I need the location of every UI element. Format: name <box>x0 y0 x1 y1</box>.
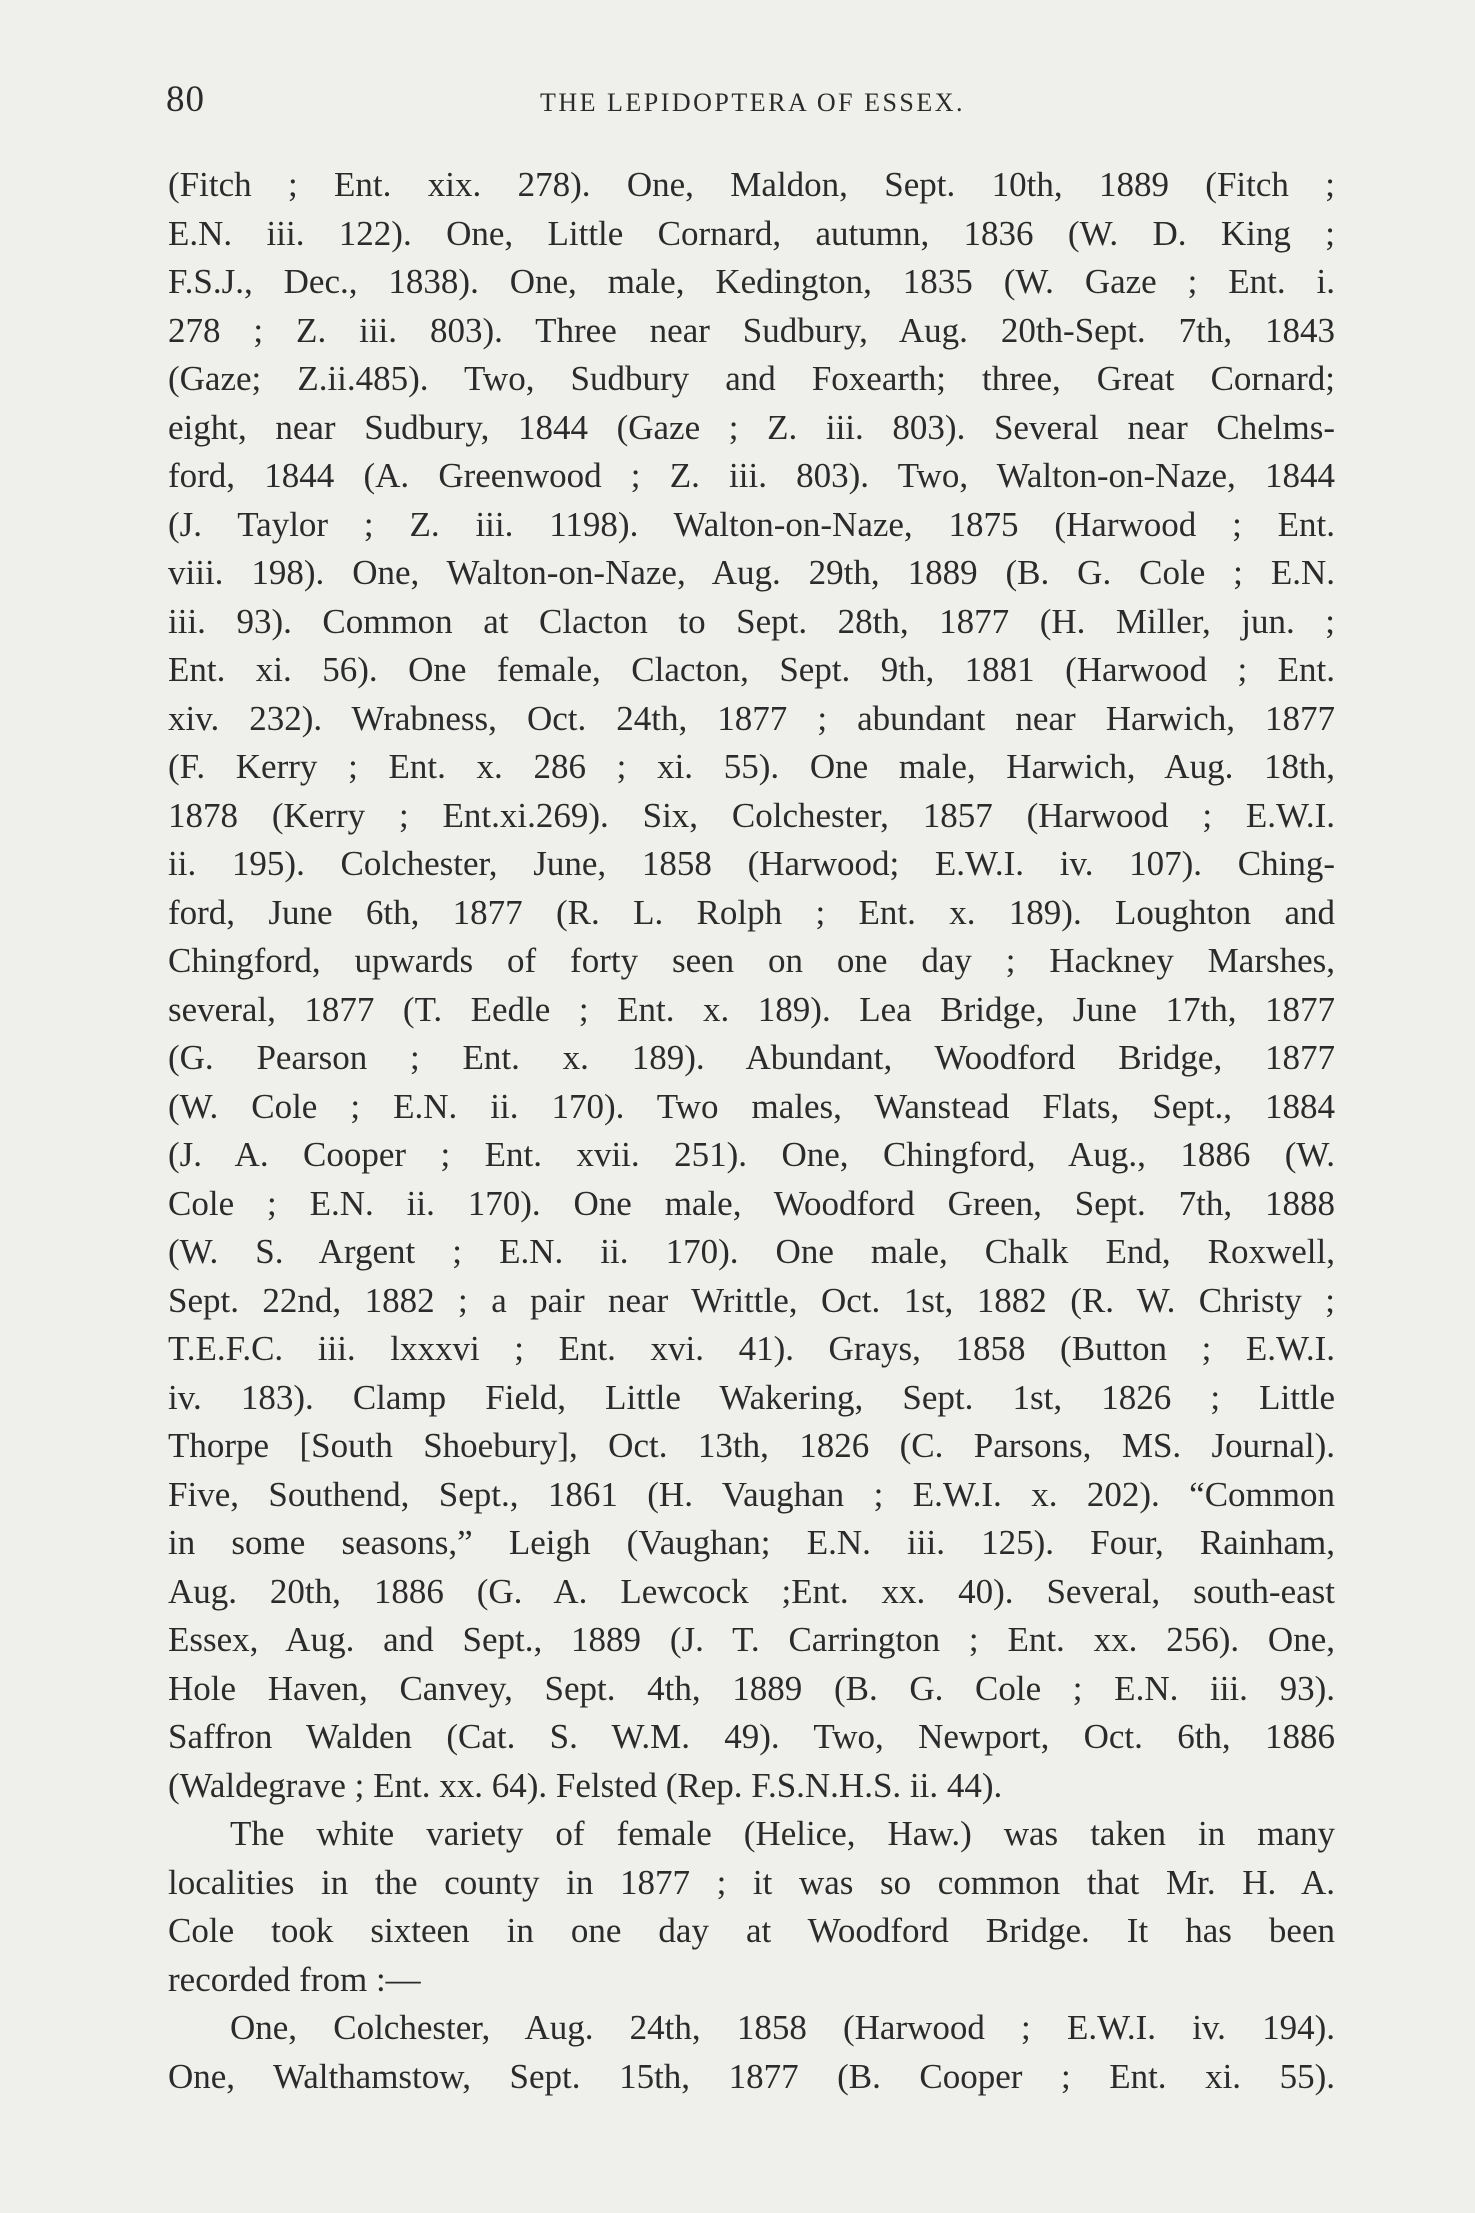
text-line: One, Walthamstow, Sept. 15th, 1877 (B. Cooper ; Ent. xi. 55). <box>168 2056 1335 2096</box>
text-line: (G. Pearson ; Ent. x. 189). Abundant, Woodford Bridge, 1877 <box>168 1038 1335 1077</box>
text-line: One, Colchester, Aug. 24th, 1858 (Harwood ; E.W.I. iv. 194). <box>230 2008 1335 2047</box>
text-line: Thorpe [South Shoebury], Oct. 13th, 1826 (C. Parsons, MS. Journal). <box>168 1426 1335 1465</box>
text-line: E.N. iii. 122). One, Little Cornard, autumn, 1836 (W. D. King ; <box>168 213 1335 253</box>
text-line: 278 ; Z. iii. 803). Three near Sudbury, Aug. 20th-Sept. 7th, 1843 <box>168 310 1335 350</box>
text-line: (Gaze; Z.ii.485). Two, Sudbury and Foxearth; three, Great Cornard; <box>168 359 1335 398</box>
text-line: Essex, Aug. and Sept., 1889 (J. T. Carrington ; Ent. xx. 256). One, <box>168 1620 1335 1659</box>
text-line: Five, Southend, Sept., 1861 (H. Vaughan ; E.W.I. x. 202). “Common <box>168 1474 1335 1514</box>
text-line: (F. Kerry ; Ent. x. 286 ; xi. 55). One male, Harwich, Aug. 18th, <box>168 747 1335 786</box>
text-line: (Fitch ; Ent. xix. 278). One, Maldon, Sept. 10th, 1889 (Fitch ; <box>168 165 1335 204</box>
text-line: in some seasons,” Leigh (Vaughan; E.N. iii. 125). Four, Rainham, <box>168 1523 1335 1562</box>
text-line: viii. 198). One, Walton-on-Naze, Aug. 29th, 1889 (B. G. Cole ; E.N. <box>168 553 1335 592</box>
page-number: 80 <box>166 79 205 120</box>
text-line: F.S.J., Dec., 1838). One, male, Kedington, 1835 (W. Gaze ; Ent. i. <box>168 262 1335 301</box>
text-line: Ent. xi. 56). One female, Clacton, Sept. 9th, 1881 (Harwood ; Ent. <box>168 650 1335 689</box>
text-line: Cole ; E.N. ii. 170). One male, Woodford Green, Sept. 7th, 1888 <box>168 1183 1335 1223</box>
text-line: The white variety of female (Helice, Haw.) was taken in many <box>230 1814 1335 1853</box>
body-text <box>168 161 1335 2101</box>
text-line: iv. 183). Clamp Field, Little Wakering, Sept. 1st, 1826 ; Little <box>168 1377 1335 1417</box>
text-line: iii. 93). Common at Clacton to Sept. 28th, 1877 (H. Miller, jun. ; <box>168 601 1335 641</box>
text-line: Sept. 22nd, 1882 ; a pair near Writtle, Oct. 1st, 1882 (R. W. Christy ; <box>168 1280 1335 1320</box>
text-line: T.E.F.C. iii. lxxxvi ; Ent. xvi. 41). Grays, 1858 (Button ; E.W.I. <box>168 1329 1335 1368</box>
text-line: (W. S. Argent ; E.N. ii. 170). One male, Chalk End, Roxwell, <box>168 1232 1335 1271</box>
text-line: (J. A. Cooper ; Ent. xvii. 251). One, Chingford, Aug., 1886 (W. <box>168 1135 1335 1174</box>
text-line: xiv. 232). Wrabness, Oct. 24th, 1877 ; abundant near Harwich, 1877 <box>168 698 1335 738</box>
text-line: (W. Cole ; E.N. ii. 170). Two males, Wanstead Flats, Sept., 1884 <box>168 1086 1335 1126</box>
text-line: localities in the county in 1877 ; it was so common that Mr. H. A. <box>168 1862 1335 1902</box>
text-line: Aug. 20th, 1886 (G. A. Lewcock ;Ent. xx. 40). Several, south-east <box>168 1571 1335 1611</box>
text-line: (Waldegrave ; Ent. xx. 64). Felsted (Rep. F.S.N.H.S. ii. 44). <box>168 1765 1003 1805</box>
text-line: eight, near Sudbury, 1844 (Gaze ; Z. iii. 803). Several near Chelms- <box>168 407 1335 447</box>
text-line: recorded from :— <box>168 1959 421 1999</box>
text-line: ford, 1844 (A. Greenwood ; Z. iii. 803). Two, Walton-on-Naze, 1844 <box>168 456 1335 495</box>
text-line: Hole Haven, Canvey, Sept. 4th, 1889 (B. G. Cole ; E.N. iii. 93). <box>168 1668 1335 1708</box>
page-header <box>166 78 1339 128</box>
text-line: several, 1877 (T. Eedle ; Ent. x. 189). Lea Bridge, June 17th, 1877 <box>168 989 1335 1029</box>
text-line: ford, June 6th, 1877 (R. L. Rolph ; Ent. x. 189). Loughton and <box>168 892 1335 932</box>
text-line: Chingford, upwards of forty seen on one day ; Hackney Marshes, <box>168 941 1335 980</box>
text-line: ii. 195). Colchester, June, 1858 (Harwood; E.W.I. iv. 107). Ching- <box>168 844 1335 883</box>
text-line: Saffron Walden (Cat. S. W.M. 49). Two, Newport, Oct. 6th, 1886 <box>168 1717 1335 1756</box>
running-title: THE LEPIDOPTERA OF ESSEX. <box>539 88 966 117</box>
text-line: Cole took sixteen in one day at Woodford Bridge. It has been <box>168 1911 1335 1950</box>
text-line: (J. Taylor ; Z. iii. 1198). Walton-on-Naze, 1875 (Harwood ; Ent. <box>168 504 1335 544</box>
text-line: 1878 (Kerry ; Ent.xi.269). Six, Colchester, 1857 (Harwood ; E.W.I. <box>168 795 1335 835</box>
